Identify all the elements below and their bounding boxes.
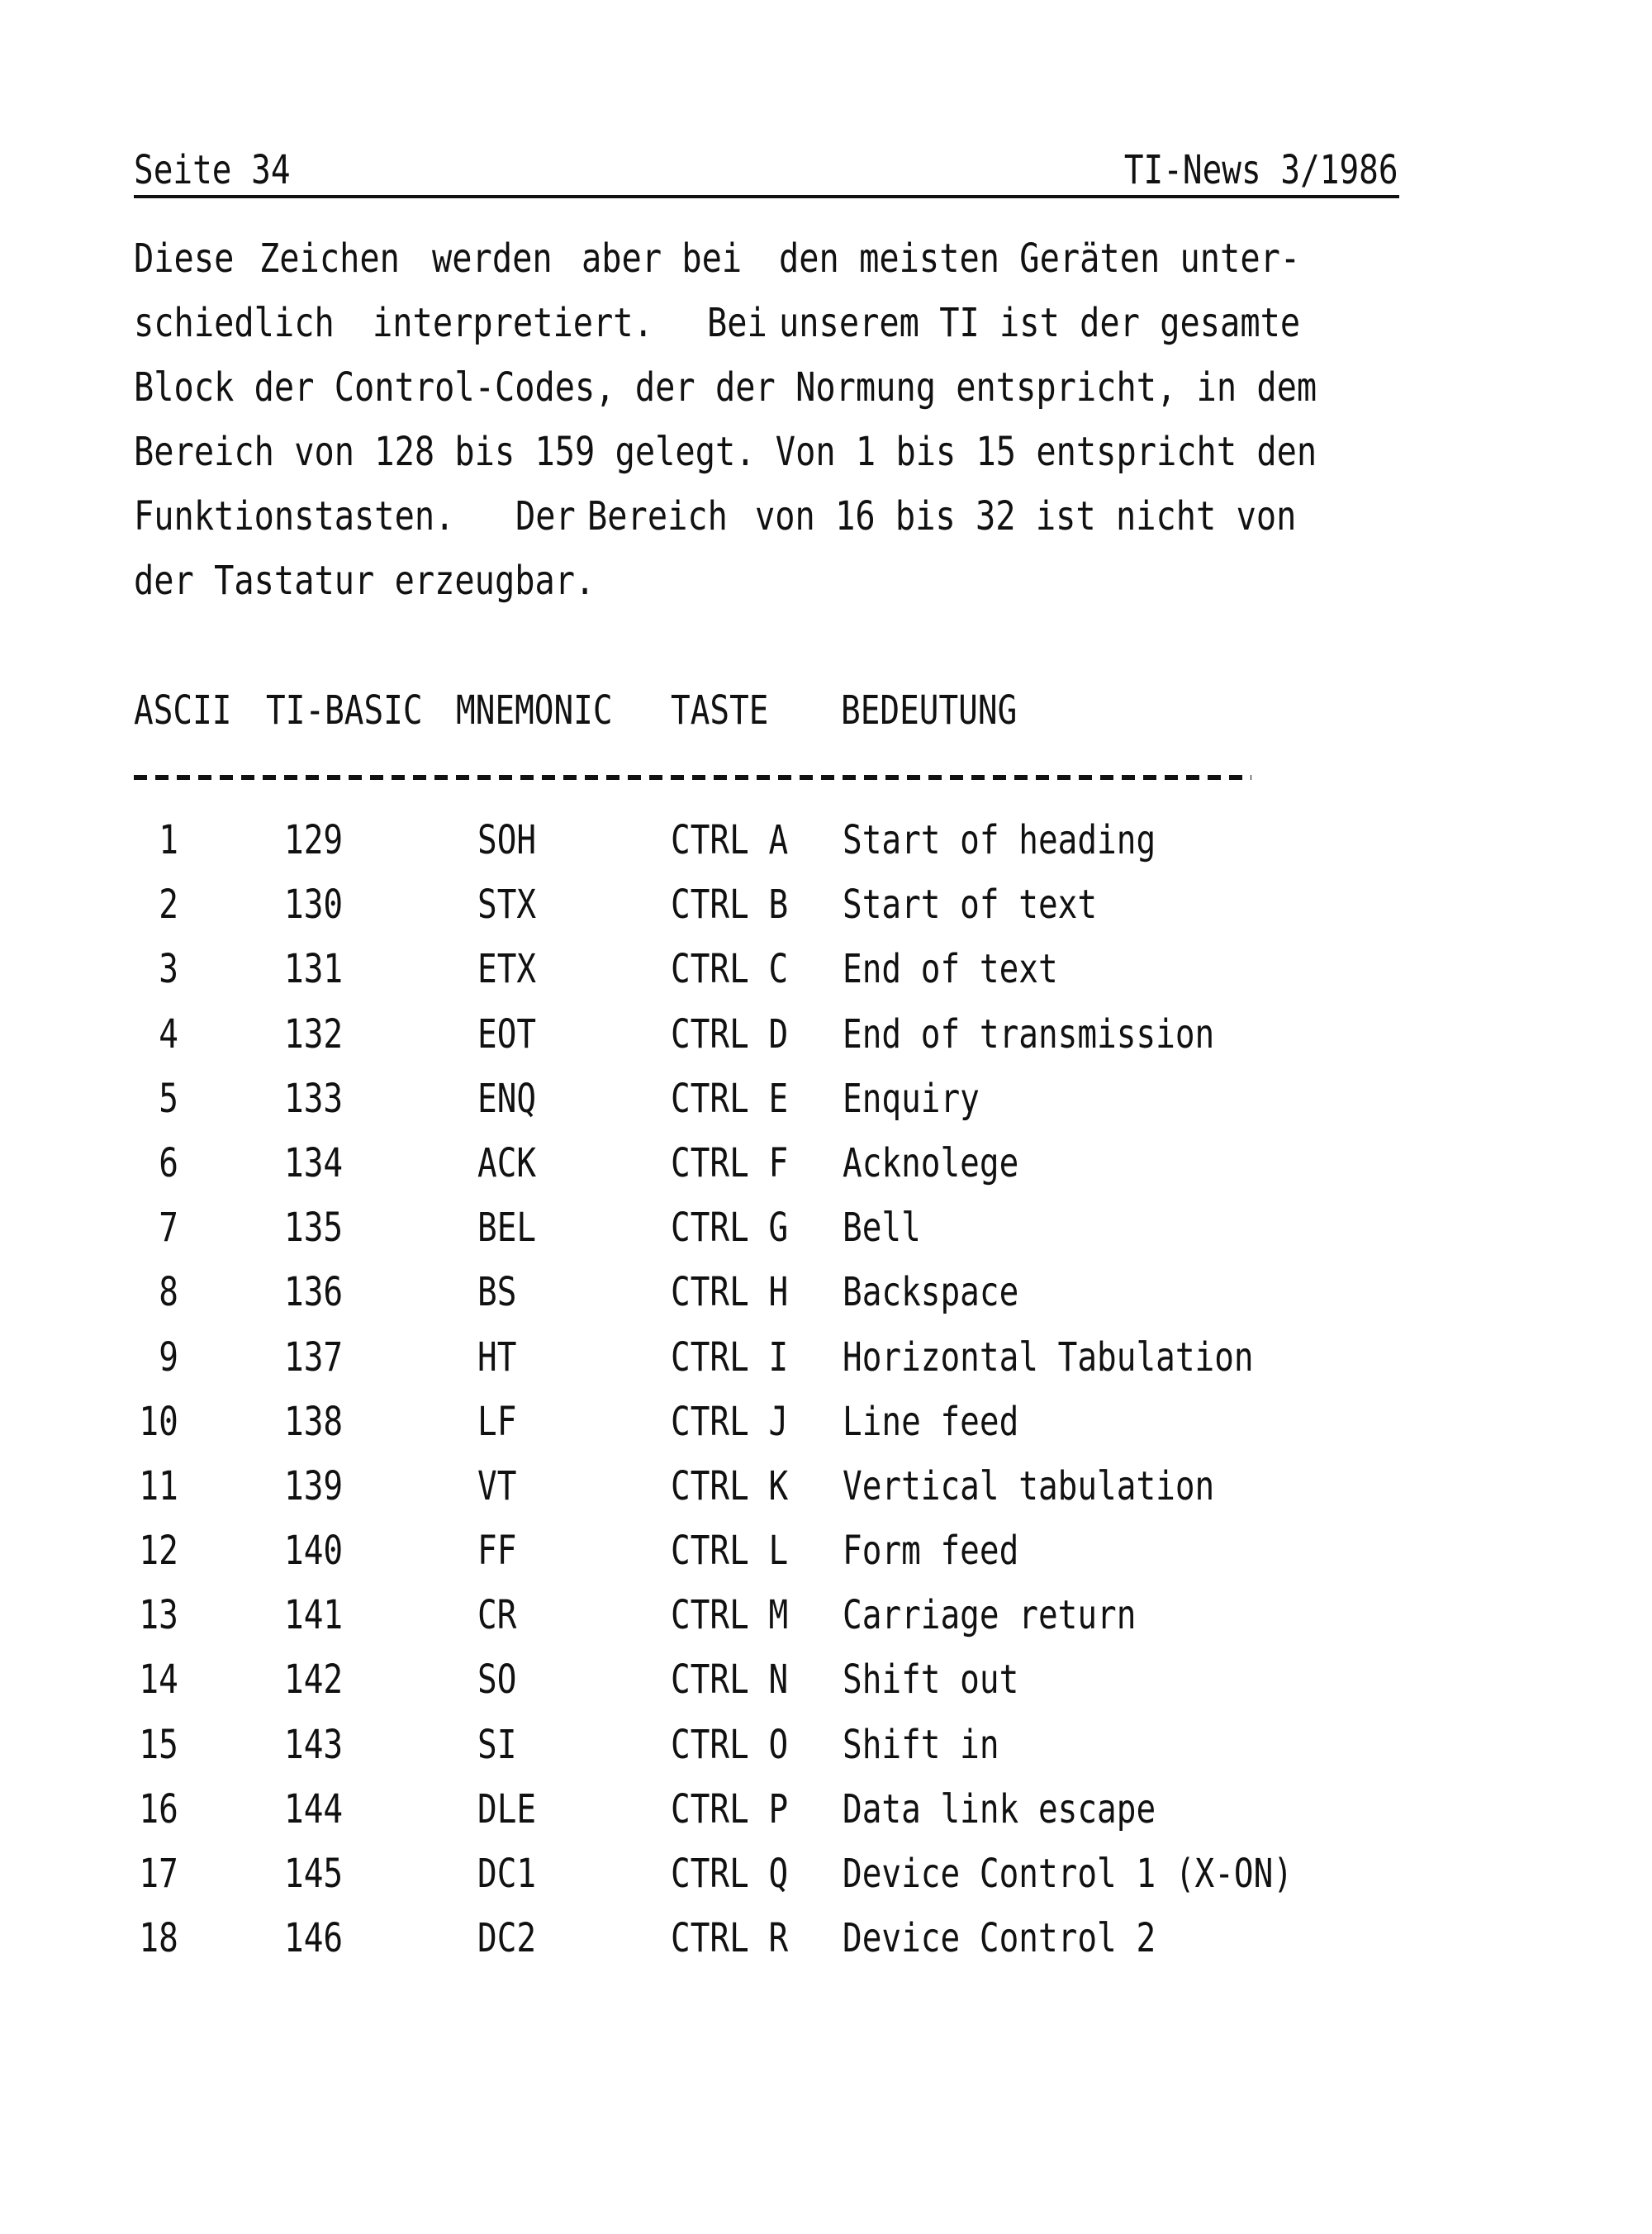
cell-key: CTRL K: [671, 1462, 789, 1509]
table-body: [134, 815, 1455, 1978]
cell-ti-basic: 143: [284, 1721, 344, 1768]
cell-key: CTRL I: [671, 1333, 789, 1381]
cell-meaning: Start of heading: [843, 817, 1156, 863]
cell-mnemonic: BEL: [477, 1205, 537, 1252]
column-header-ascii: ASCII: [134, 687, 232, 734]
cell-mnemonic: ACK: [477, 1139, 537, 1186]
cell-ascii: 10: [139, 1398, 178, 1445]
cell-key: CTRL H: [671, 1269, 789, 1316]
table-row: [134, 1333, 1455, 1397]
cell-mnemonic: DC2: [477, 1915, 537, 1962]
cell-ascii: 18: [139, 1915, 178, 1962]
cell-meaning: Start of text: [843, 882, 1098, 929]
cell-key: CTRL J: [671, 1398, 789, 1445]
cell-meaning: Horizontal Tabulation: [843, 1333, 1254, 1381]
paragraph-text: Bereich: [587, 493, 729, 539]
cell-ascii: 11: [139, 1462, 178, 1509]
cell-key: CTRL R: [671, 1915, 789, 1962]
cell-mnemonic: ENQ: [477, 1075, 537, 1122]
table-row: [134, 944, 1455, 1009]
cell-mnemonic: DC1: [477, 1851, 537, 1897]
page-number: Seite 34: [134, 147, 291, 193]
cell-key: CTRL M: [671, 1592, 789, 1639]
paragraph-text: werden: [432, 235, 553, 282]
table-row: [134, 1526, 1455, 1590]
paragraph-text: von 16 bis 32 ist nicht von: [754, 493, 1297, 539]
table-row: [134, 1913, 1455, 1978]
cell-mnemonic: ETX: [477, 946, 537, 993]
paragraph-line: [134, 492, 1399, 556]
cell-meaning: Vertical tabulation: [843, 1462, 1215, 1509]
cell-ti-basic: 141: [284, 1592, 344, 1639]
cell-key: CTRL O: [671, 1721, 789, 1768]
cell-ti-basic: 131: [284, 946, 344, 993]
table-row: [134, 1397, 1455, 1462]
cell-meaning: Shift in: [843, 1721, 999, 1768]
cell-meaning: Data link escape: [843, 1785, 1156, 1832]
cell-ti-basic: 132: [284, 1010, 344, 1058]
cell-key: CTRL D: [671, 1010, 789, 1058]
table-row: [134, 1138, 1455, 1203]
cell-ascii: 12: [139, 1528, 178, 1575]
cell-mnemonic: VT: [477, 1462, 517, 1509]
table-row: [134, 1267, 1455, 1332]
cell-mnemonic: LF: [477, 1398, 517, 1445]
cell-ti-basic: 130: [284, 882, 344, 929]
paragraph-line: [134, 363, 1399, 427]
table-row: [134, 815, 1455, 880]
column-header-ti-basic: TI-BASIC: [266, 687, 423, 734]
table-row: [134, 880, 1455, 944]
cell-meaning: Device Control 1 (X-ON): [843, 1851, 1294, 1897]
cell-ti-basic: 134: [284, 1139, 344, 1186]
table-row: [134, 1462, 1455, 1526]
table-row: [134, 1785, 1455, 1849]
cell-meaning: Line feed: [843, 1398, 1019, 1445]
paragraph-line: [134, 234, 1399, 298]
paragraph-text: aber bei: [582, 235, 743, 282]
cell-meaning: Backspace: [843, 1269, 1019, 1316]
cell-ti-basic: 136: [284, 1269, 344, 1316]
paragraph-line: [134, 556, 1399, 620]
cell-ti-basic: 142: [284, 1656, 344, 1704]
table-row: [134, 1720, 1455, 1785]
cell-ti-basic: 145: [284, 1851, 344, 1897]
paragraph-text: schiedlich: [134, 300, 335, 346]
cell-ascii: 5: [159, 1075, 178, 1122]
column-header-mnemonic: MNEMONIC: [456, 687, 613, 734]
cell-ascii: 9: [159, 1333, 178, 1381]
cell-key: CTRL N: [671, 1656, 789, 1704]
paragraph-line: [134, 298, 1399, 363]
cell-mnemonic: SOH: [477, 817, 537, 863]
cell-meaning: End of transmission: [843, 1010, 1215, 1058]
cell-mnemonic: CR: [477, 1592, 517, 1639]
cell-ascii: 17: [139, 1851, 178, 1897]
cell-ti-basic: 137: [284, 1333, 344, 1381]
paragraph-text: unserem TI ist der gesamte: [778, 300, 1300, 346]
cell-meaning: Carriage return: [843, 1592, 1137, 1639]
cell-ti-basic: 129: [284, 817, 344, 863]
paragraph-text: interpretiert.: [373, 300, 653, 346]
cell-key: CTRL Q: [671, 1851, 789, 1897]
cell-mnemonic: STX: [477, 882, 537, 929]
cell-ascii: 2: [159, 882, 178, 929]
table-row: [134, 1590, 1455, 1655]
cell-ascii: 14: [139, 1656, 178, 1704]
cell-ascii: 6: [159, 1139, 178, 1186]
paragraph-text: Der: [515, 493, 577, 539]
cell-ascii: 8: [159, 1269, 178, 1316]
table-row: [134, 1074, 1455, 1138]
cell-meaning: Device Control 2: [843, 1915, 1156, 1962]
paragraph-text: Zeichen: [259, 235, 400, 282]
cell-meaning: End of text: [843, 946, 1058, 993]
cell-ascii: 15: [139, 1721, 178, 1768]
cell-ascii: 16: [139, 1785, 178, 1832]
cell-key: CTRL G: [671, 1205, 789, 1252]
cell-mnemonic: EOT: [477, 1010, 537, 1058]
publication-issue: TI-News 3/1986: [1124, 147, 1398, 193]
paragraph-text: Diese: [134, 235, 235, 282]
paragraph-text: der Tastatur erzeugbar.: [134, 558, 596, 604]
cell-meaning: Acknolege: [843, 1139, 1019, 1186]
cell-ti-basic: 133: [284, 1075, 344, 1122]
cell-key: CTRL P: [671, 1785, 789, 1832]
cell-ascii: 4: [159, 1010, 178, 1058]
cell-meaning: Form feed: [843, 1528, 1019, 1575]
paragraph-text: Block der Control-Codes, der der Normung entspricht, in dem: [134, 364, 1317, 411]
cell-ti-basic: 138: [284, 1398, 344, 1445]
cell-key: CTRL A: [671, 817, 789, 863]
cell-ascii: 7: [159, 1205, 178, 1252]
cell-mnemonic: SO: [477, 1656, 517, 1704]
cell-ascii: 3: [159, 946, 178, 993]
paragraph-line: [134, 427, 1399, 492]
cell-key: CTRL L: [671, 1528, 789, 1575]
cell-ti-basic: 140: [284, 1528, 344, 1575]
column-header-key: TASTE: [671, 687, 769, 734]
header-rule: [134, 195, 1399, 198]
column-header-meaning: BEDEUTUNG: [841, 687, 1018, 734]
table-header-row: [134, 686, 1455, 735]
table-row: [134, 1203, 1455, 1267]
cell-ti-basic: 146: [284, 1915, 344, 1962]
cell-mnemonic: SI: [477, 1721, 517, 1768]
cell-key: CTRL C: [671, 946, 789, 993]
table-row: [134, 1655, 1455, 1719]
cell-meaning: Bell: [843, 1205, 921, 1252]
cell-ti-basic: 135: [284, 1205, 344, 1252]
dashed-separator: [134, 775, 1251, 780]
cell-meaning: Shift out: [843, 1656, 1019, 1704]
table-row: [134, 1849, 1455, 1913]
control-code-table: [134, 686, 1455, 1962]
paragraph-text: Bei: [706, 300, 767, 346]
cell-meaning: Enquiry: [843, 1075, 980, 1122]
page-header: [134, 147, 1398, 193]
cell-ti-basic: 139: [284, 1462, 344, 1509]
paragraph-text: Bereich von 128 bis 159 gelegt. Von 1 bis 15 entspricht den: [134, 429, 1317, 475]
cell-key: CTRL E: [671, 1075, 789, 1122]
paragraph-text: Funktionstasten.: [134, 493, 455, 539]
intro-paragraph: [134, 234, 1399, 620]
cell-mnemonic: BS: [477, 1269, 517, 1316]
cell-ascii: 13: [139, 1592, 178, 1639]
table-row: [134, 1010, 1455, 1074]
cell-mnemonic: HT: [477, 1333, 517, 1381]
cell-key: CTRL F: [671, 1139, 789, 1186]
cell-ascii: 1: [159, 817, 178, 863]
paragraph-text: den meisten Geräten unter-: [778, 235, 1300, 282]
cell-key: CTRL B: [671, 882, 789, 929]
cell-mnemonic: FF: [477, 1528, 517, 1575]
cell-mnemonic: DLE: [477, 1785, 537, 1832]
cell-ti-basic: 144: [284, 1785, 344, 1832]
